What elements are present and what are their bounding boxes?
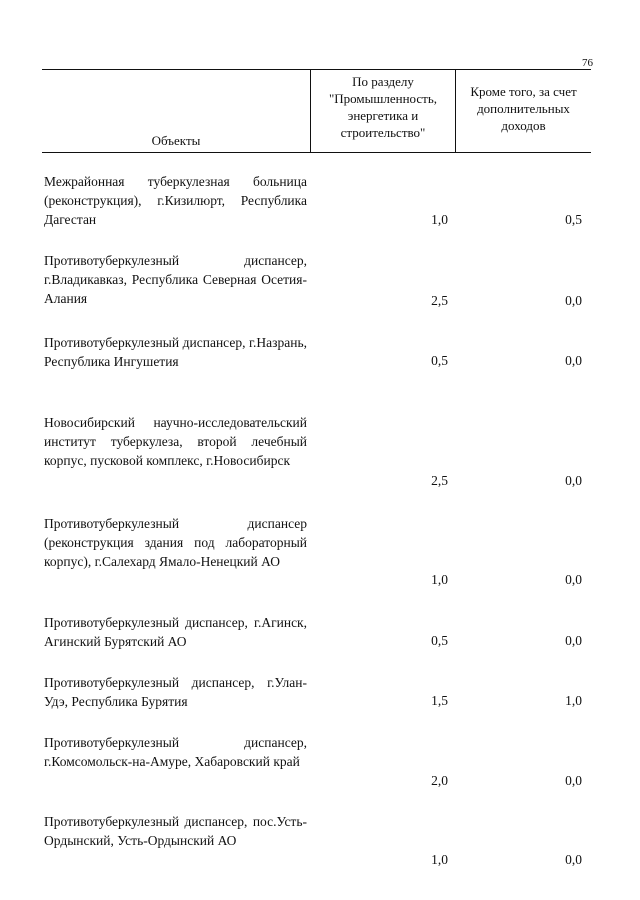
header-section: По разделу "Промышленность, энергетика и строительство" <box>310 70 456 152</box>
header-extra: Кроме того, за счет дополнительных доходов <box>470 84 577 133</box>
table-header <box>42 69 591 153</box>
row-extra-value: 0,0 <box>565 852 582 867</box>
row-section-value: 1,0 <box>431 852 448 867</box>
row-name: Новосибирский научно-исследовательский институт туберкулеза, второй лечебный корпус, пусковой комплекс, г.Новосибирск <box>44 415 307 468</box>
row-extra-value: 0,5 <box>565 212 582 227</box>
row-name: Противотуберкулезный диспансер, г.Владикавказ, Республика Северная Осетия-Алания <box>44 253 307 306</box>
row-name: Противотуберкулезный диспансер (реконструкция здания под лабораторный корпус), г.Салехард Ямало-Ненецкий АО <box>44 516 307 569</box>
row-section-value: 1,0 <box>431 572 448 587</box>
row-extra-value: 0,0 <box>565 353 582 368</box>
header-objects <box>42 70 310 152</box>
page-number: 76 <box>582 57 593 69</box>
row-extra-value: 0,0 <box>565 572 582 587</box>
row-extra-value: 0,0 <box>565 773 582 788</box>
row-extra-value: 0,0 <box>565 473 582 488</box>
row-section-value: 1,5 <box>431 693 448 708</box>
row-name: Противотуберкулезный диспансер, г.Улан-Удэ, Республика Бурятия <box>44 675 307 709</box>
row-section-value: 2,0 <box>431 773 448 788</box>
row-section-value: 2,5 <box>431 293 448 308</box>
row-extra-value: 1,0 <box>565 693 582 708</box>
row-section-value: 2,5 <box>431 473 448 488</box>
row-section-value: 0,5 <box>431 353 448 368</box>
row-extra-value: 0,0 <box>565 293 582 308</box>
row-section-value: 0,5 <box>431 633 448 648</box>
row-name: Межрайонная туберкулезная больница (реконструкция), г.Кизилюрт, Республика Дагестан <box>44 174 307 227</box>
row-name: Противотуберкулезный диспансер, г.Назрань, Республика Ингушетия <box>44 335 307 369</box>
row-extra-value: 0,0 <box>565 633 582 648</box>
header-objects-label: Объекты <box>151 133 201 148</box>
row-name: Противотуберкулезный диспансер, пос.Усть-Ордынский, Усть-Ордынский АО <box>44 814 307 848</box>
row-name: Противотуберкулезный диспансер, г.Комсомольск-на-Амуре, Хабаровский край <box>44 735 307 769</box>
row-section-value: 1,0 <box>431 212 448 227</box>
row-name: Противотуберкулезный диспансер, г.Агинск, Агинский Бурятский АО <box>44 615 307 649</box>
